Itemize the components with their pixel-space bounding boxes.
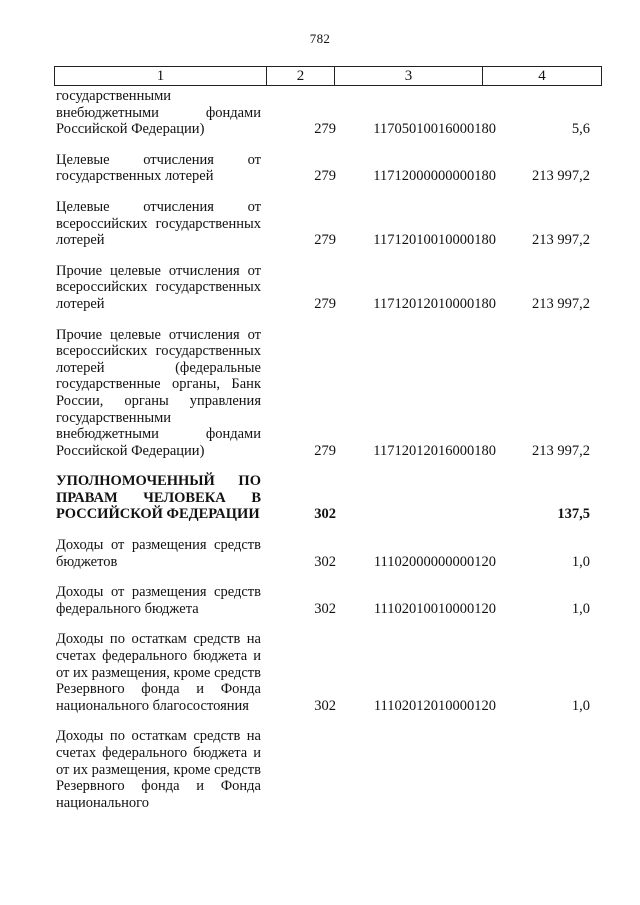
table-row — [56, 152, 602, 185]
row-revenue-code: 11705010016000180 — [373, 121, 496, 138]
header-col-2: 2 — [267, 67, 335, 85]
row-revenue-code: 11712012016000180 — [373, 442, 496, 459]
row-name: Доходы от размещения средств бюджетов — [56, 537, 261, 570]
row-name: Доходы по остаткам средств на счетах федерального бюджета и от их размещения, кроме средств Резервного фонда и Фонда национального благосостояния — [56, 631, 261, 714]
table-body — [56, 88, 602, 825]
header-col-4: 4 — [538, 68, 546, 84]
row-revenue-code: 11102010010000120 — [373, 600, 496, 617]
row-name: Доходы по остаткам средств на счетах федерального бюджета и от их размещения, кроме средств Резервного фонда и Фонда национального — [56, 728, 261, 811]
row-revenue-code: 11102000000000120 — [373, 553, 496, 570]
row-revenue-code: 11102012010000120 — [373, 697, 496, 714]
table-row — [56, 537, 602, 570]
row-admin-code: 302 — [314, 553, 336, 570]
row-name: Прочие целевые отчисления от всероссийских государственных лотерей — [56, 262, 261, 312]
row-admin-code: 302 — [314, 697, 336, 714]
table-row — [56, 199, 602, 249]
row-admin-code: 279 — [314, 232, 336, 249]
row-name: Доходы от размещения средств федерального бюджета — [56, 584, 261, 617]
row-name: государственными внебюджетными фондами Российской Федерации) — [56, 88, 261, 138]
table-row — [56, 263, 602, 313]
row-name: Целевые отчисления от всероссийских государственных лотерей — [56, 198, 261, 249]
row-amount: 137,5 — [557, 506, 590, 523]
row-name: Прочие целевые отчисления от всероссийских государственных лотерей (федеральные государственные органы, Банк России, органы управления государственными внебюджетными фондами Российской Федерации) — [56, 326, 261, 459]
table-row — [56, 327, 602, 460]
row-amount: 213 997,2 — [532, 442, 590, 459]
row-amount: 1,0 — [571, 600, 590, 617]
row-admin-code: 302 — [314, 600, 336, 617]
row-amount: 1,0 — [571, 697, 590, 714]
row-amount: 1,0 — [571, 553, 590, 570]
row-amount: 213 997,2 — [532, 168, 590, 185]
row-amount: 5,6 — [571, 121, 590, 138]
table-row — [56, 631, 602, 714]
row-admin-code: 302 — [314, 506, 336, 523]
table-row — [56, 728, 602, 811]
table-row — [56, 584, 602, 617]
row-revenue-code: 11712000000000180 — [373, 168, 496, 185]
row-revenue-code: 11712010010000180 — [373, 232, 496, 249]
header-col-3: 3 — [335, 67, 483, 85]
header-col-1: 1 — [55, 67, 267, 85]
row-admin-code: 279 — [314, 295, 336, 312]
row-admin-code: 279 — [314, 442, 336, 459]
table-row-section-header — [56, 473, 602, 523]
row-admin-code: 279 — [314, 121, 336, 138]
row-name: УПОЛНОМОЧЕННЫЙ ПО ПРАВАМ ЧЕЛОВЕКА В РОССИЙСКОЙ ФЕДЕРАЦИИ — [56, 473, 261, 523]
row-amount: 213 997,2 — [532, 295, 590, 312]
row-admin-code: 279 — [314, 168, 336, 185]
row-amount: 213 997,2 — [532, 232, 590, 249]
page-number: 782 — [309, 31, 331, 46]
table-row — [56, 88, 602, 138]
row-name: Целевые отчисления от государственных лотерей — [56, 151, 261, 185]
row-revenue-code: 11712012010000180 — [373, 295, 496, 312]
table-header-row — [54, 66, 602, 86]
